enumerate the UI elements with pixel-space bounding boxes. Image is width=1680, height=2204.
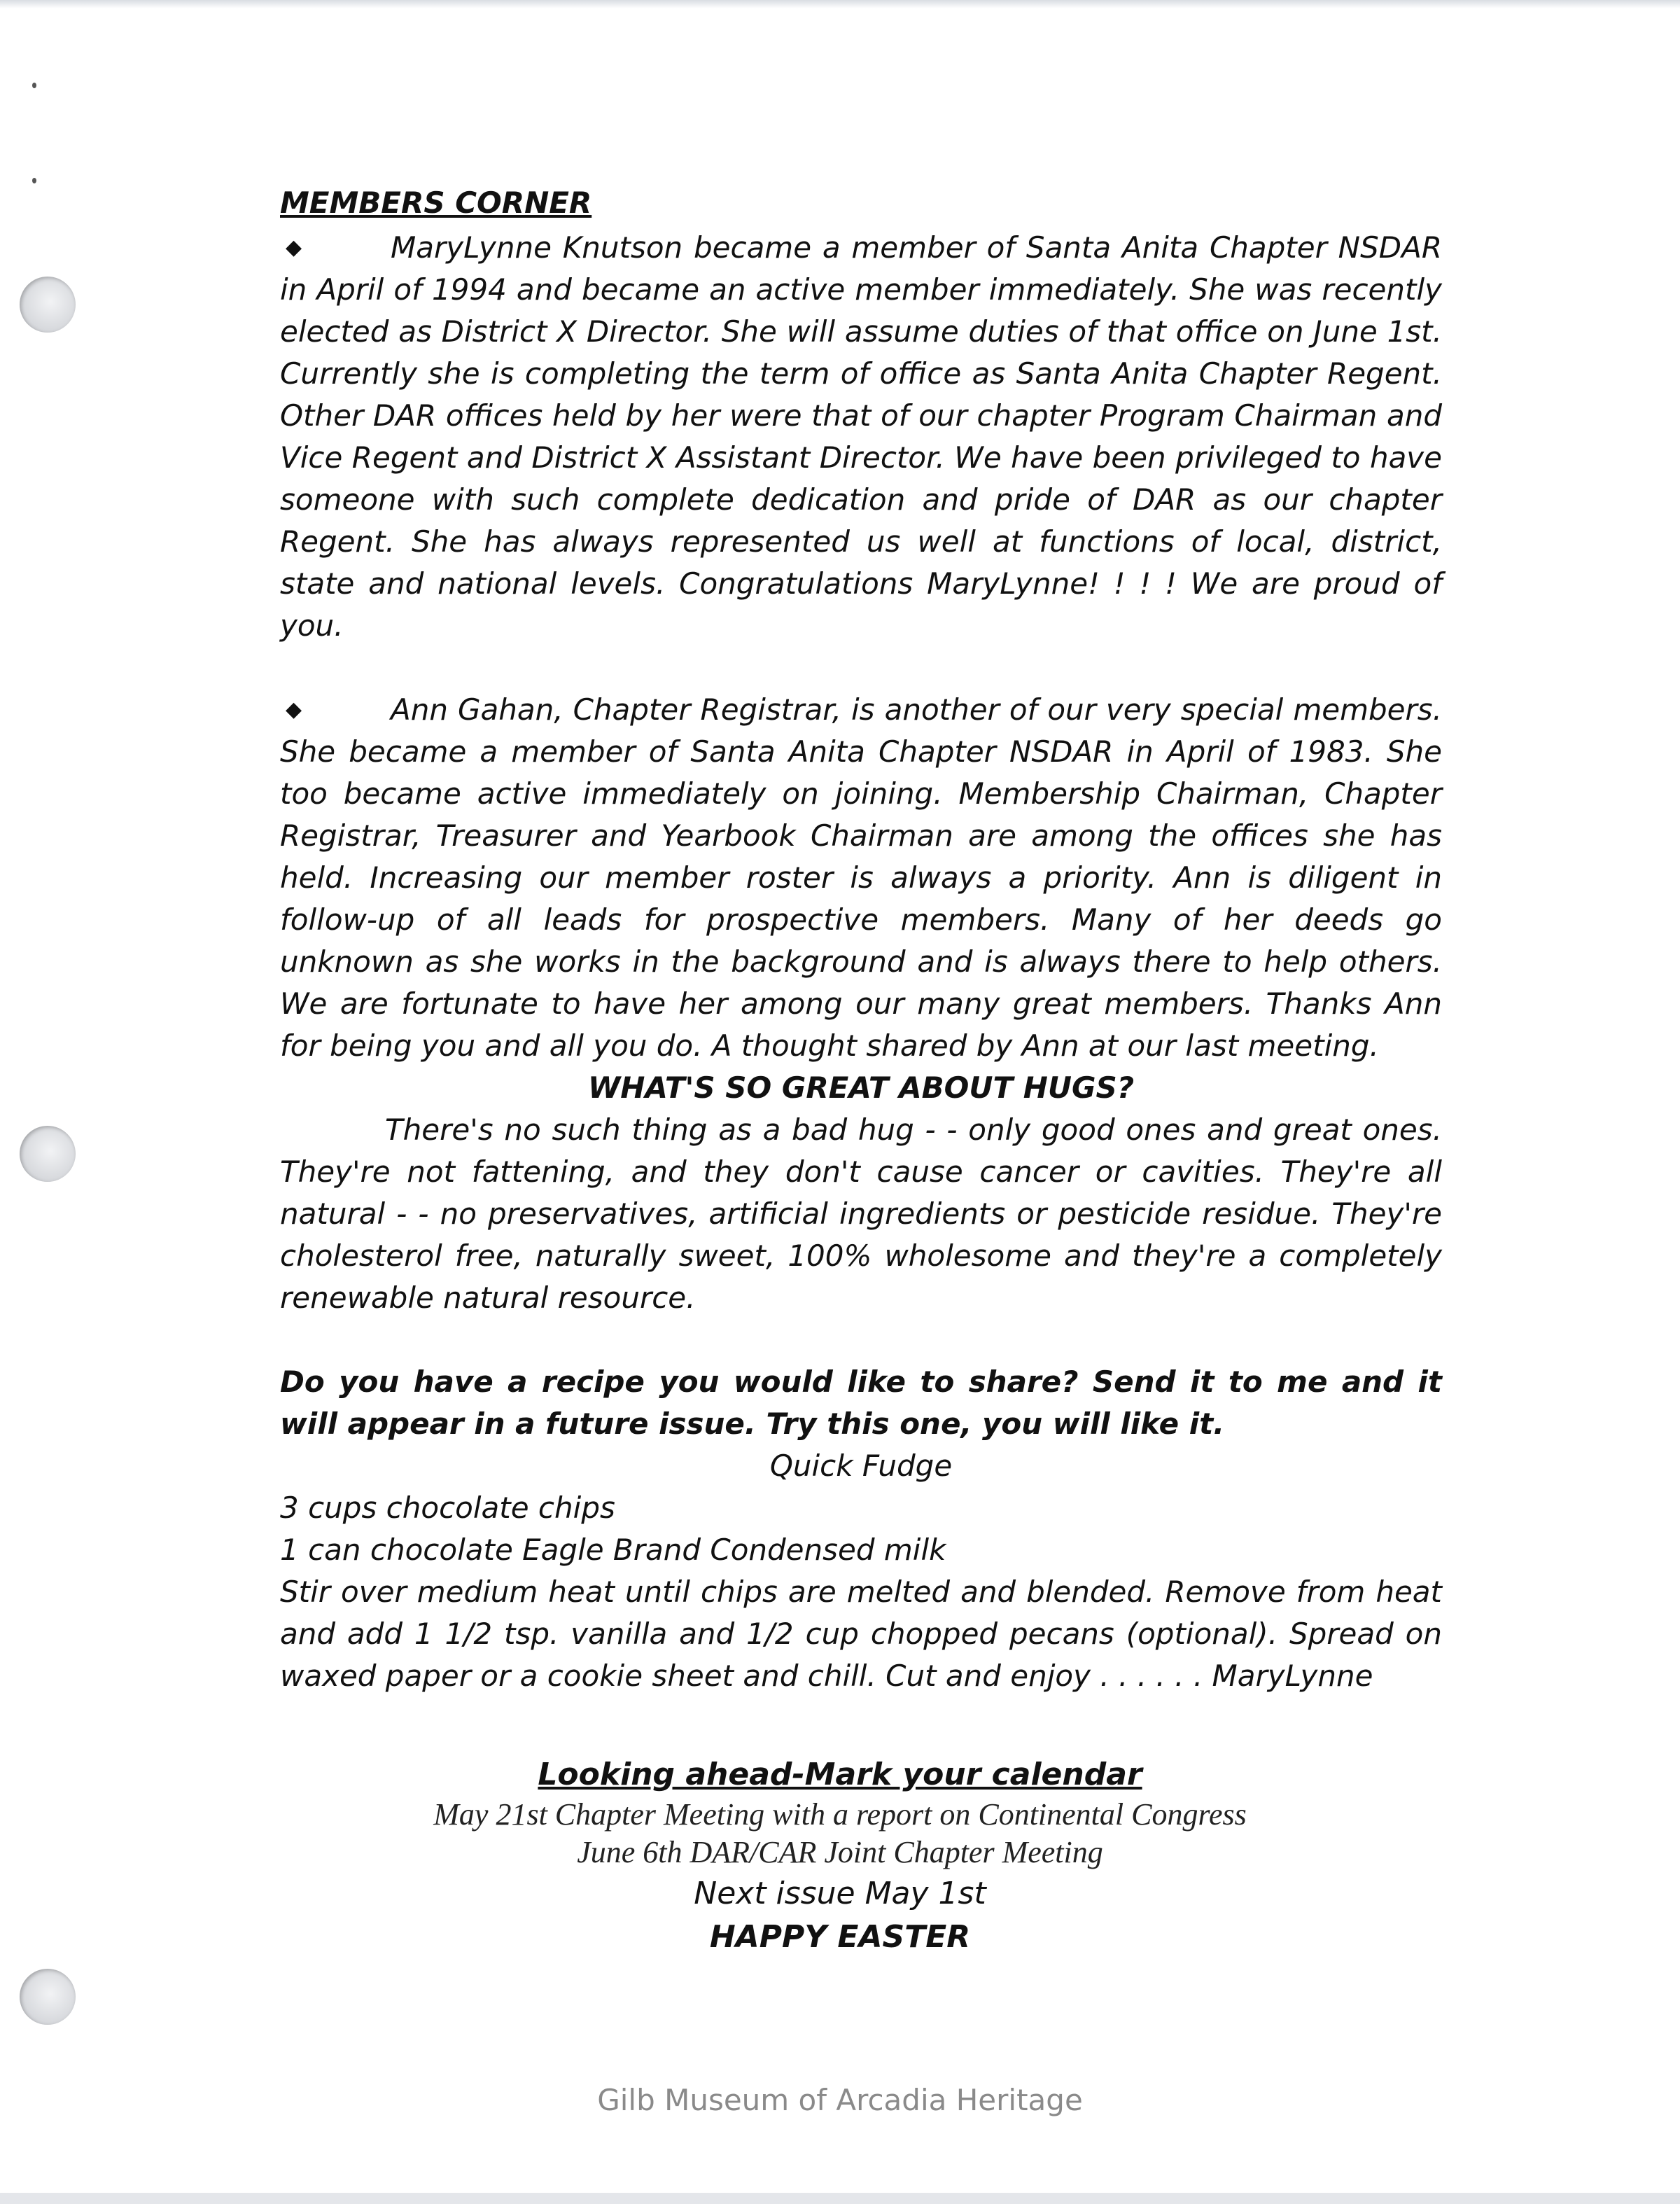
hugs-text: There's no such thing as a bad hug - - only good ones and great ones. They're not fattening, and they don't cause cancer or cavities. They're all natural - - no preservatives, artificial ingredients or pesticide residue. They're cholesterol free, naturally sweet, 100% wholesome and they're a completely renewable natural resource.	[280, 1113, 1442, 1315]
member-text-1: MaryLynne Knutson became a member of Santa Anita Chapter NSDAR in April of 1994 and became an active member immediately. She was recently elected as District X Director. She will assume duties of that office on June 1st. Currently she is completing the term of office as Santa Anita Chapter Regent. Other DAR offices held by her were that of our chapter Program Chairman and Vice Regent and District X Assistant Director. We have been privileged to have someone with such complete dedication and pride of DAR as our chapter Regent. She has always represented us well at functions of local, district, state and national levels. Congratulations MaryLynne! ! ! ! We are proud of you.	[280, 230, 1442, 643]
punch-hole-middle	[20, 1126, 76, 1182]
hugs-title: WHAT'S SO GREAT ABOUT HUGS?	[587, 1070, 1135, 1105]
bullet-icon: ◆	[286, 697, 302, 722]
section-title: MEMBERS CORNER	[280, 186, 592, 220]
next-issue: Next issue May 1st	[694, 1876, 986, 1911]
calendar-section	[280, 1754, 1400, 1958]
punch-hole-top	[20, 277, 76, 333]
member-paragraph-2	[280, 689, 1442, 1067]
calendar-event: June 6th DAR/CAR Joint Chapter Meeting	[577, 1835, 1103, 1869]
recipe-ingredient: 1 can chocolate Eagle Brand Condensed milk	[280, 1533, 946, 1567]
recipe-ingredient: 3 cups chocolate chips	[280, 1491, 615, 1525]
member-paragraph-1	[280, 227, 1442, 647]
recipe-directions: Stir over medium heat until chips are melted and blended. Remove from heat and add 1 1/2 tsp. vanilla and 1/2 cup chopped pecans (optional). Spread on waxed paper or a cookie sheet and chill. Cut and enjoy . . . . . . MaryLynne	[280, 1575, 1442, 1693]
scan-speck	[32, 178, 36, 183]
recipe-title: Quick Fudge	[769, 1449, 953, 1483]
member-text-2: Ann Gahan, Chapter Registrar, is another of our very special members. She became a member of Santa Anita Chapter NSDAR in April of 1983. She too became active immediately on joining. Membership Chairman, Chapter Registrar, Treasurer and Yearbook Chairman are among the offices she has held. Increasing our member roster is always a priority. Ann is diligent in follow-up of all leads for prospective members. Many of her deeds go unknown as she works in the background and is always there to help others. We are fortunate to have her among our many great members. Thanks Ann for being you and all you do. A thought shared by Ann at our last meeting.	[280, 692, 1442, 1063]
scan-speck	[32, 83, 36, 88]
recipe-prompt: Do you have a recipe you would like to share? Send it to me and it will appear in a future issue. Try this one, you will like it.	[280, 1365, 1442, 1441]
scan-bottom-edge	[0, 2193, 1680, 2204]
calendar-title: Looking ahead-Mark your calendar	[538, 1757, 1142, 1792]
scan-top-edge	[0, 0, 1680, 8]
punch-hole-bottom	[20, 1969, 76, 2025]
easter-greeting: HAPPY EASTER	[709, 1919, 971, 1955]
newsletter-body	[280, 182, 1442, 1697]
calendar-event: May 21st Chapter Meeting with a report on Continental Congress	[433, 1797, 1247, 1832]
bullet-icon: ◆	[286, 235, 302, 260]
footer-credit: Gilb Museum of Arcadia Heritage	[597, 2083, 1083, 2117]
